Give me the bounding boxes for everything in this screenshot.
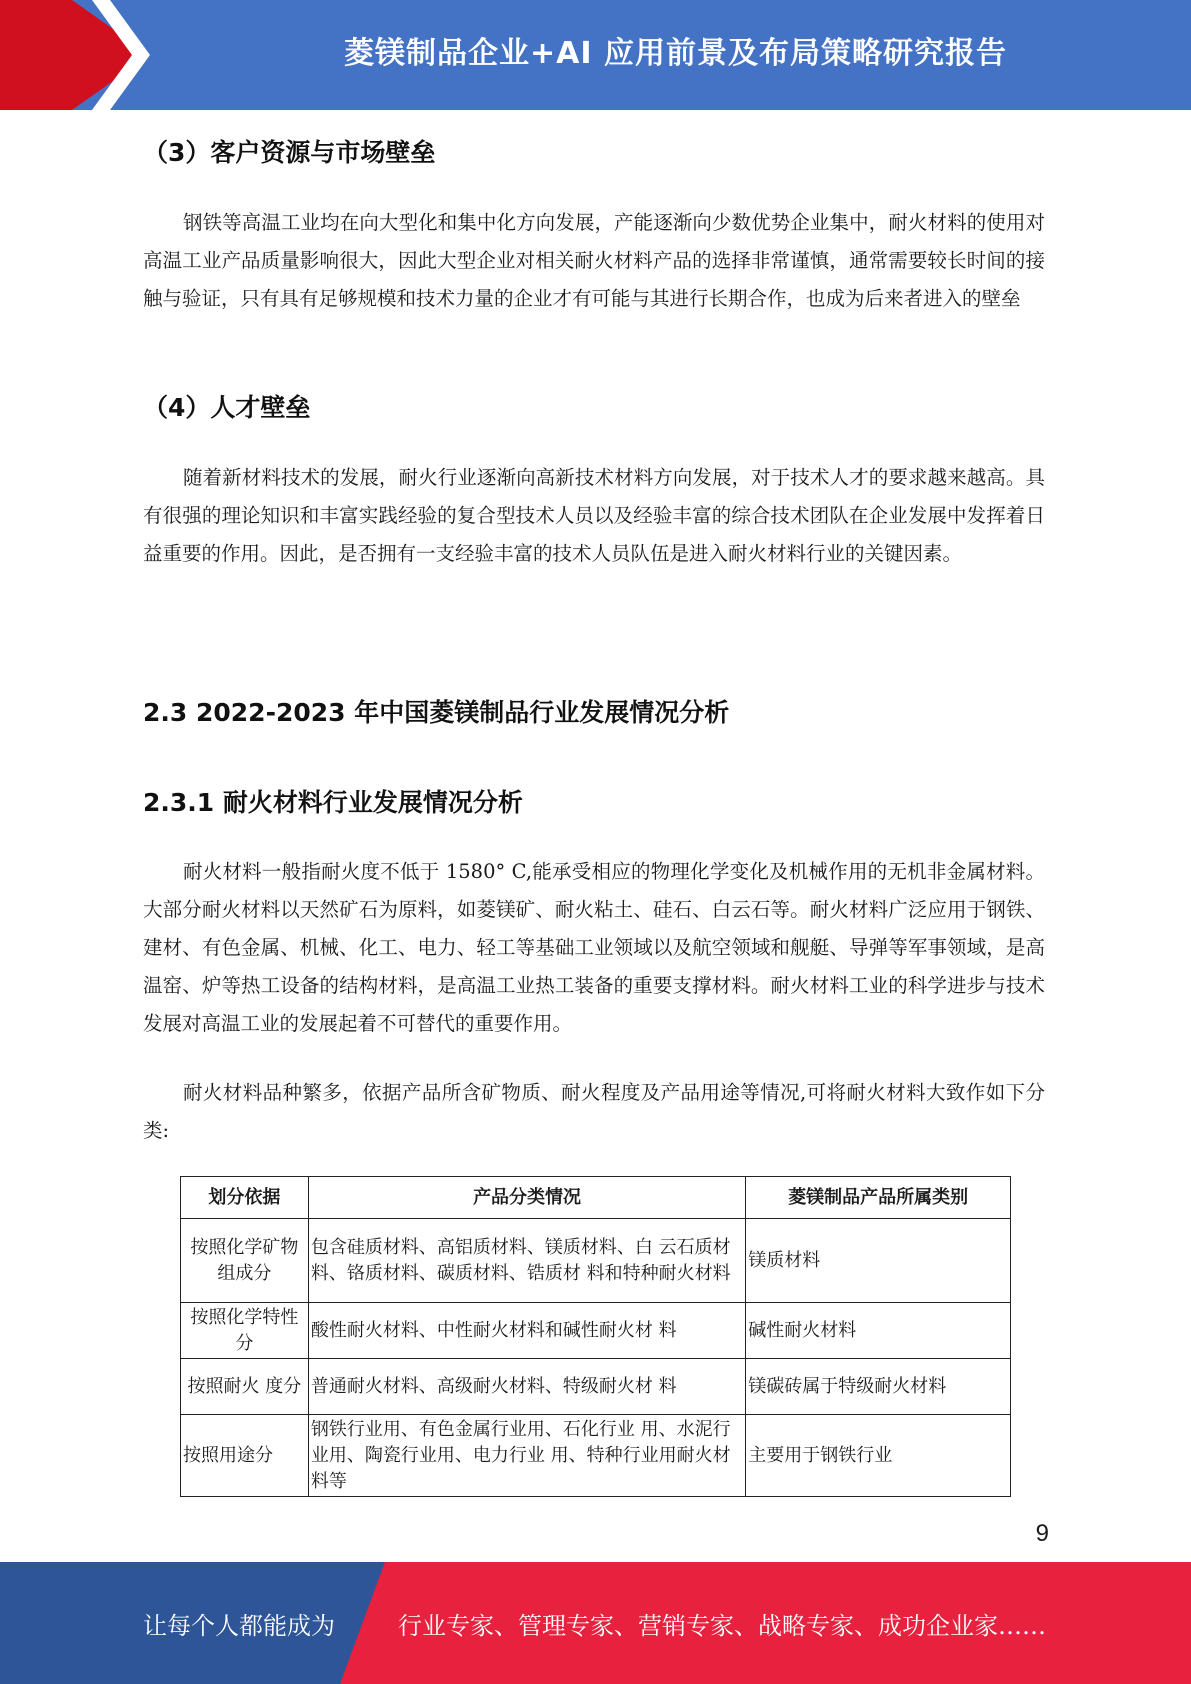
table-cell: 酸性耐火材料、中性耐火材料和碱性耐火材 料: [308, 1303, 745, 1359]
table-cell: 按照耐火 度分: [181, 1359, 309, 1415]
table-row: [181, 1415, 1011, 1497]
table-cell: 包含硅质材料、高铝质材料、镁质材料、白 云石质材料、铬质材料、碳质材料、锆质材 料和特种耐火材料: [308, 1219, 745, 1303]
table-cell: 按照化学特性分: [181, 1303, 309, 1359]
heading-talent-barrier: （4）人才壁垒: [143, 393, 311, 422]
paragraph-customer-barrier: 钢铁等高温工业均在向大型化和集中化方向发展，产能逐渐向少数优势企业集中，耐火材料的使用对高温工业产品质量影响很大，因此大型企业对相关耐火材料产品的选择非常谨慎，通常需要较长时间的接触与验证，只有具有足够规模和技术力量的企业才有可能与其进行长期合作，也成为后来者进入的壁垒: [143, 211, 1045, 310]
section-heading-2-3-1: 2.3.1 耐火材料行业发展情况分析: [143, 788, 523, 817]
table-cell: 按照用途分: [181, 1415, 309, 1497]
footer-slogan-left: 让每个人都能成为: [143, 1611, 335, 1640]
report-title: 菱镁制品企业+AI 应用前景及布局策略研究报告: [344, 36, 1007, 71]
table-cell: 镁质材料: [746, 1219, 1011, 1303]
table-header-row: [181, 1177, 1011, 1219]
table-header: 产品分类情况: [308, 1177, 745, 1219]
paragraph-refractory-definition: 耐火材料一般指耐火度不低于 1580° C,能承受相应的物理化学变化及机械作用的无机非金属材料。大部分耐火材料以天然矿石为原料，如菱镁矿、耐火粘土、硅石、白云石等。耐火材料广泛应用于钢铁、建材、有色金属、机械、化工、电力、轻工等基础工业领域以及航空领域和舰艇、导弹等军事领域，是高温窑、炉等热工设备的结构材料，是高温工业热工装备的重要支撑材料。耐火材料工业的科学进步与技术发展对高温工业的发展起着不可替代的重要作用。: [143, 860, 1045, 1035]
table-row: [181, 1219, 1011, 1303]
table-header: 划分依据: [181, 1177, 309, 1219]
footer-slogan-right: 行业专家、管理专家、营销专家、战略专家、成功企业家……: [398, 1611, 1046, 1640]
page-number: 9: [1035, 1520, 1049, 1547]
table-cell: 钢铁行业用、有色金属行业用、石化行业 用、水泥行业用、陶瓷行业用、电力行业 用、特种行业用耐火材料等: [308, 1415, 745, 1497]
table-header: 菱镁制品产品所属类别: [746, 1177, 1011, 1219]
footer-banner: [0, 1562, 1191, 1684]
heading-customer-barrier: （3）客户资源与市场壁垒: [143, 138, 436, 167]
header-banner: [0, 0, 1191, 110]
table-cell: 普通耐火材料、高级耐火材料、特级耐火材 料: [308, 1359, 745, 1415]
classification-table: [180, 1176, 1011, 1497]
table-row: [181, 1303, 1011, 1359]
section-heading-2-3: 2.3 2022-2023 年中国菱镁制品行业发展情况分析: [143, 698, 730, 727]
table-row: [181, 1359, 1011, 1415]
table-cell: 镁碳砖属于特级耐火材料: [746, 1359, 1011, 1415]
paragraph-classification-intro: 耐火材料品种繁多，依据产品所含矿物质、耐火程度及产品用途等情况,可将耐火材料大致作如下分类:: [143, 1081, 1045, 1142]
table-cell: 碱性耐火材料: [746, 1303, 1011, 1359]
table-cell: 主要用于钢铁行业: [746, 1415, 1011, 1497]
table-cell: 按照化学矿物组成分: [181, 1219, 309, 1303]
paragraph-talent-barrier: 随着新材料技术的发展，耐火行业逐渐向高新技术材料方向发展，对于技术人才的要求越来越高。具有很强的理论知识和丰富实践经验的复合型技术人员以及经验丰富的综合技术团队在企业发展中发挥着日益重要的作用。因此，是否拥有一支经验丰富的技术人员队伍是进入耐火材料行业的关键因素。: [143, 466, 1045, 565]
